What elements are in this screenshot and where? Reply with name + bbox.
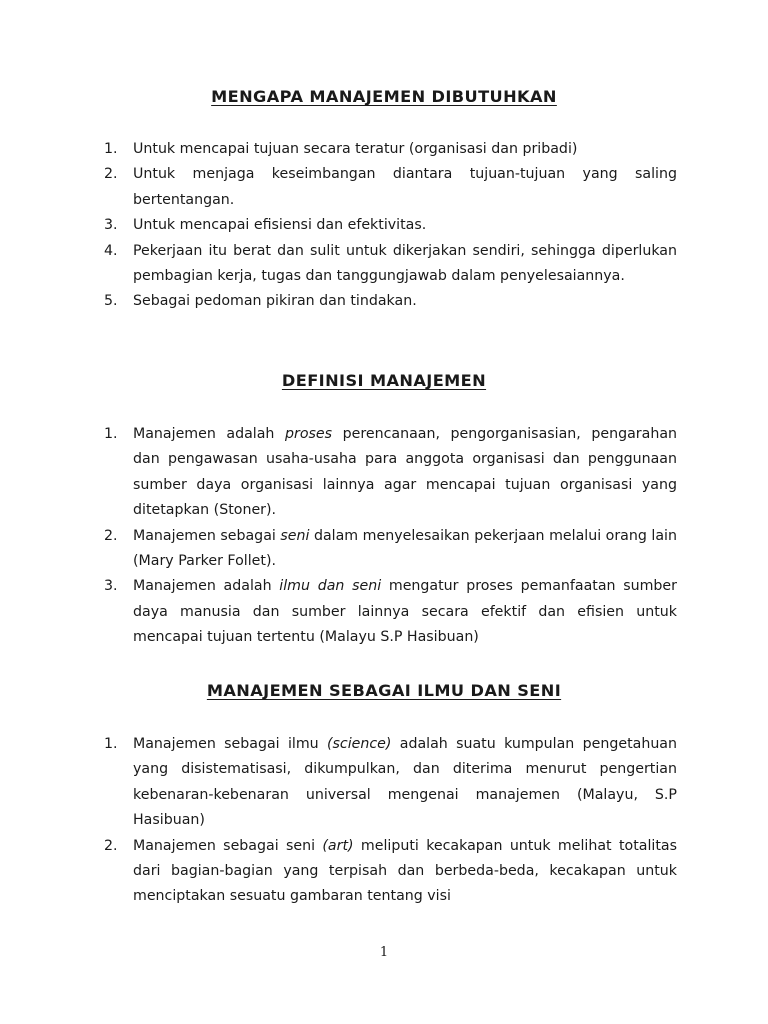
item-number: 2.: [104, 837, 118, 854]
numbered-list: [104, 422, 677, 651]
list-item: [104, 162, 677, 213]
list-item: [104, 834, 677, 910]
item-number: 3.: [104, 578, 118, 595]
item-text: Manajemen sebagai ilmu (science) adalah suatu kumpulan pengetahuan yang disistematisasi, dikumpulkan, dan diterima menurut pengertian kebenaran-kebenaran universal mengenai manajemen (Malayu, S.P Hasibuan): [133, 736, 677, 829]
item-text: Untuk mencapai tujuan secara teratur (organisasi dan pribadi): [133, 141, 578, 157]
list-item: [104, 213, 677, 238]
numbered-list: [104, 732, 677, 910]
list-item: [104, 574, 677, 650]
item-number: 2.: [104, 166, 118, 183]
item-text: Untuk menjaga keseimbangan diantara tujuan-tujuan yang saling bertentangan.: [133, 166, 677, 208]
list-item: [104, 137, 677, 162]
page-number: 1: [379, 945, 389, 960]
item-number: 1.: [104, 426, 118, 442]
numbered-list: [104, 137, 677, 315]
item-text: Manajemen sebagai seni dalam menyelesaikan pekerjaan melalui orang lain (Mary Parker Follet).: [133, 527, 677, 570]
list-item: [104, 289, 677, 314]
section-heading: DEFINISI MANAJEMEN: [281, 371, 487, 390]
emphasis: ilmu dan seni: [279, 578, 382, 595]
item-number: 3.: [104, 217, 118, 234]
item-text: Sebagai pedoman pikiran dan tindakan.: [133, 293, 417, 310]
item-number: 2.: [104, 527, 118, 544]
emphasis: proses: [285, 426, 333, 442]
item-text: Manajemen adalah ilmu dan seni mengatur proses pemanfaatan sumber daya manusia dan sumber lainnya secara efektif dan efisien untuk mencapai tujuan tertentu (Malayu S.P Hasibuan): [133, 578, 677, 646]
emphasis: (art): [322, 837, 354, 854]
item-text: Manajemen sebagai seni (art) meliputi kecakapan untuk melihat totalitas dari bagian-bagian yang terpisah dan berbeda-beda, kecakapan untuk menciptakan sesuatu gambaran tentang visi: [133, 837, 677, 905]
section-heading: MENGAPA MANAJEMEN DIBUTUHKAN: [211, 87, 557, 106]
item-number: 1.: [104, 141, 118, 157]
emphasis: seni: [280, 527, 310, 544]
list-item: [104, 524, 677, 575]
list-item: [104, 422, 677, 524]
item-text: Pekerjaan itu berat dan sulit untuk dikerjakan sendiri, sehingga diperlukan pembagian kerja, tugas dan tanggungjawab dalam penyelesaiannya.: [133, 242, 677, 285]
item-text: Manajemen adalah proses perencanaan, pengorganisasian, pengarahan dan pengawasan usaha-usaha para anggota organisasi dan penggunaan sumber daya organisasi lainnya agar mencapai tujuan organisasi yang ditetapkan (Stoner).: [133, 426, 677, 519]
list-item: [104, 239, 677, 290]
item-number: 5.: [104, 293, 118, 310]
item-number: 4.: [104, 242, 118, 259]
section-heading: MANAJEMEN SEBAGAI ILMU DAN SENI: [206, 681, 562, 700]
item-text: Untuk mencapai efisiensi dan efektivitas.: [133, 217, 427, 234]
list-item: [104, 732, 677, 834]
emphasis: (science): [326, 736, 392, 752]
item-number: 1.: [104, 736, 118, 752]
